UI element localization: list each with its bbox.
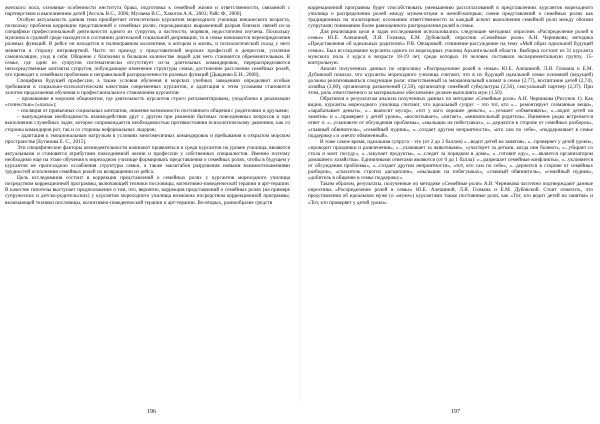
left-paragraph: – изоляция от привычных социальных контактов, лишение возможности постоянного общения с родителями и друзьями; <box>17 108 290 115</box>
right-paragraph: Таким образом, результаты, полученные по методике «Семейные роли» А.В. Черникова частично подтверждают данные опросника «Распределение ролей в семье» Ю.Е. Алешиной, Л.Я. Гозмана и Е.М. Дубовской. Стоит отметить, что представления об идеальном муже (о «муже») курсантами также постоянные роли, как «Тот, кто водит детей на занятия» и «Тот, кто проверяет у детей уроки». <box>308 181 593 206</box>
left-page-number: 196 <box>147 409 156 415</box>
left-page <box>5 5 290 403</box>
left-paragraph: Эти специфические факторы жизнедеятельности начинают проявляться и среди курсантов на уровне училища, являются актуальными и становятся атрибутами повседневной жизни и профессии у собственных специалистов. Именно поэтому необходимо еще на этапе обучения в мореходном училище формировать представления о семейных ролях, чтобы в будущем у курсантов не происходило ослабления структуры семьи, а также масштабов разрушения новыми взаимоотношениями трудностей исполнения семейных ролей по возвращении из рейса. <box>5 144 290 176</box>
left-paragraph: – адаптация к эмоциональным нагрузкам в условиях многомесячных командировок и пребывания в открытом морском пространстве [Буганова Е. С., 2015]. <box>5 132 290 145</box>
right-paragraph: Для реализации цели и задач исследования использовались следующие методики: опросник «Распределение ролей в семье» Ю.Е. Алешиной, Л.Я. Гозмана, Е.М. Дубовской; опросник «Семейные роли» А.Н. Черникова; методика «Представления об идеальных родителях» Р.В. Овчаровой; сочинение-рассуждение на тему «Мой образ идеальной будущей семьи». Был исследование курсанты одного из мореходных училищ Архангельской области. Выборка состоит из 31 курсанта мужского пола 3 курса в возрасте 18-19 лет, среди которых 16 человек составили экспериментальную группу, 15- контрольную. <box>308 29 593 66</box>
left-paragraph: – вынужденная необходимость взаимодействия друг с другом при решении бытовых повседневных вопросов и при выполнении служебных задач, которое сопровождается необходимостью противостояния психологическому давлению, как со стороны командиров рот, так и со стороны неформальных лидеров; <box>5 114 290 133</box>
right-page-number: 197 <box>451 409 460 415</box>
right-page <box>308 5 593 403</box>
left-paragraph: Специфика будущей профессии, а также условия обучения в морских учебных заведениях определяют особые требования к социально-психологическим качествам современных курсантов, и адаптация к этим условиям становится залогом продолжения обучения и профессионального становления курсантов: <box>5 77 290 97</box>
left-paragraph: женского пола, основные особенности института брака, подготовка к семейной жизни и ответственности, связанной с партнерством и выполнением детей [Ассоль В.С., 2006; Мулаева В.С., Хакотов А.А., 2003; Райс Ф., 2000]. <box>5 5 290 18</box>
page-gutter <box>300 5 301 403</box>
left-paragraph: Особую актуальность данная тема приобретает относительно курсантов мореходного училища юношеского возраста, поскольку проблема коррекции представлений о семейных ролях, порождающих выраженный разрыв близких связей из-за специфики профессиональной деятельности одного из супругов, а частности, моряков, недостаточно изучена. Поскольку мужчина в судовой среде находится в состоянии длительной социальной депривации, то в семье начинаются переопределения ролевых функций. В рейсе он находится в полноправном коллективе, в котором и жизнь, и психологический склад у него меняется в сторону интровертной. Часто по приезду у представителей морских профессий в депрессия, усиление самоизоляции, уход в себя. Общение с близкими в большом количестве людей для него становится обременительным. В семье, где один из супругов систематически отсутствует из-за длительных командировок, перераспределяются непосредственные контакты супругов, побуждающие изменение структуры семьи, достижение расслоение семейных ролей, что приводит к семейным проблемам и неправильной распределенности ролевых функций [Дьяденко Е.Н., 2008]. <box>5 17 290 78</box>
right-paragraph: В тоже самое время, идеальная супруга – это (от 2 до 3 баллов) «...водит детей на занятия», «...проверяет у детей уроки», «проводит праздники и развлечения», «...улаживает за животными», «участвует за детьми, когда они болеют», «...убирает со стола и моет посуду», «...закупает продукты», «...следит за порядком в доме», «...готовит еду», «...является организатором домашнего хозяйства». Единичными ответами являются (от 0 до 1 балла): «...разрешает семейные конфликты», «...уклоняется от обсуждения проблемы», «...создает другим неприятности», «тот, кто сам по себе», «...держится в стороне от семейных разборок», «спаситель строгих дисциплин», «мыльщик на побегушках», «главный обвинитель», «семейный нудник», «добитель в общение в семье поддержку». <box>308 138 593 182</box>
left-paragraph: Цель исследования состоит в коррекции представлений о семейных ролях у курсантов мореходного училища посредством коррекционной программы, включающей техники пословицы, когнитивно-поведенческой терапии и арт-терапии. В качестве гипотезы выступает предположение о том, что, вероятно, коррекция представлений о семейных ролях (на примере супружеских и детско-родительских) у курсантов мореходного училища возможна посредством коррекционной программы, включающей техники пословицы, когнитивно-поведенческой терапии и арт-терапии. Во-вторых, разнообразие средств <box>5 175 290 206</box>
right-paragraph: Обратимся к результатам анализа полученных данных по методике «Семейные роли» А.Н. Черникова (Рисунок 1). Как видно, курсанты мореходного училища считают, что идеальный супруг – это тот, кто «... ремонтирует сломанные вещи», «зарабатывает деньги», «... выносит мусор», «тот у кого хорошее деньги», «...уезжает «обменивать», «...водит детей на занятия» и «...проверяет у детей уроки», «воспитывает», «читает», «внимательный родитель». Наименее редко встречается ответ о: «...усыновите от обсуждения проблемы», «мыльщик на побегушках», «...держится в стороне от семейных разборок», «главный обвинитель», «семейный нудник», «...создает другим неприятности», «кто сам по себе», «поддерживает в семье поддержку» и «нечто обвиненный». <box>308 96 593 139</box>
right-paragraph: Анализ полученных данных по опроснику «Распределение ролей в семье» Ю.Е. Алешиной, Л.Я. Гозмана и Е.М. Дубовской показал, что курсанты мореходного училища считают, что в их будущей идеальной семье основной (ведущей) должны реализовываться следующие роли: ответственный за эмоциональный климат в семье (2,77), воспитание детей (2,74), хозяйка (2,60), организатор развлечений (2,58), организатор семейной субкультуры (2,56), сексуальный партнер (2,37). При этом, роль ответственного за материальное обеспечение должен выполнять муж (1,50). <box>308 65 593 97</box>
left-paragraph: – проживание в морском общежитии, где деятельность курсантов строго регламентирована, уподоблена в реализации «точностью» («часы»); <box>5 96 290 109</box>
right-paragraph: коррекционной программы будет способствовать уменьшению рассогласований в представлениях курсантов мореходного училища о распределении ролей между мужем-отцом и женой-матерью; смене представлений о семейных ролях как традиционных на эгалитарные; осознанию ответственности за каждый аспект выполнения семейной роли между обоими супругами; пониманию более равноценного распределения ролей в семье. <box>308 5 593 30</box>
